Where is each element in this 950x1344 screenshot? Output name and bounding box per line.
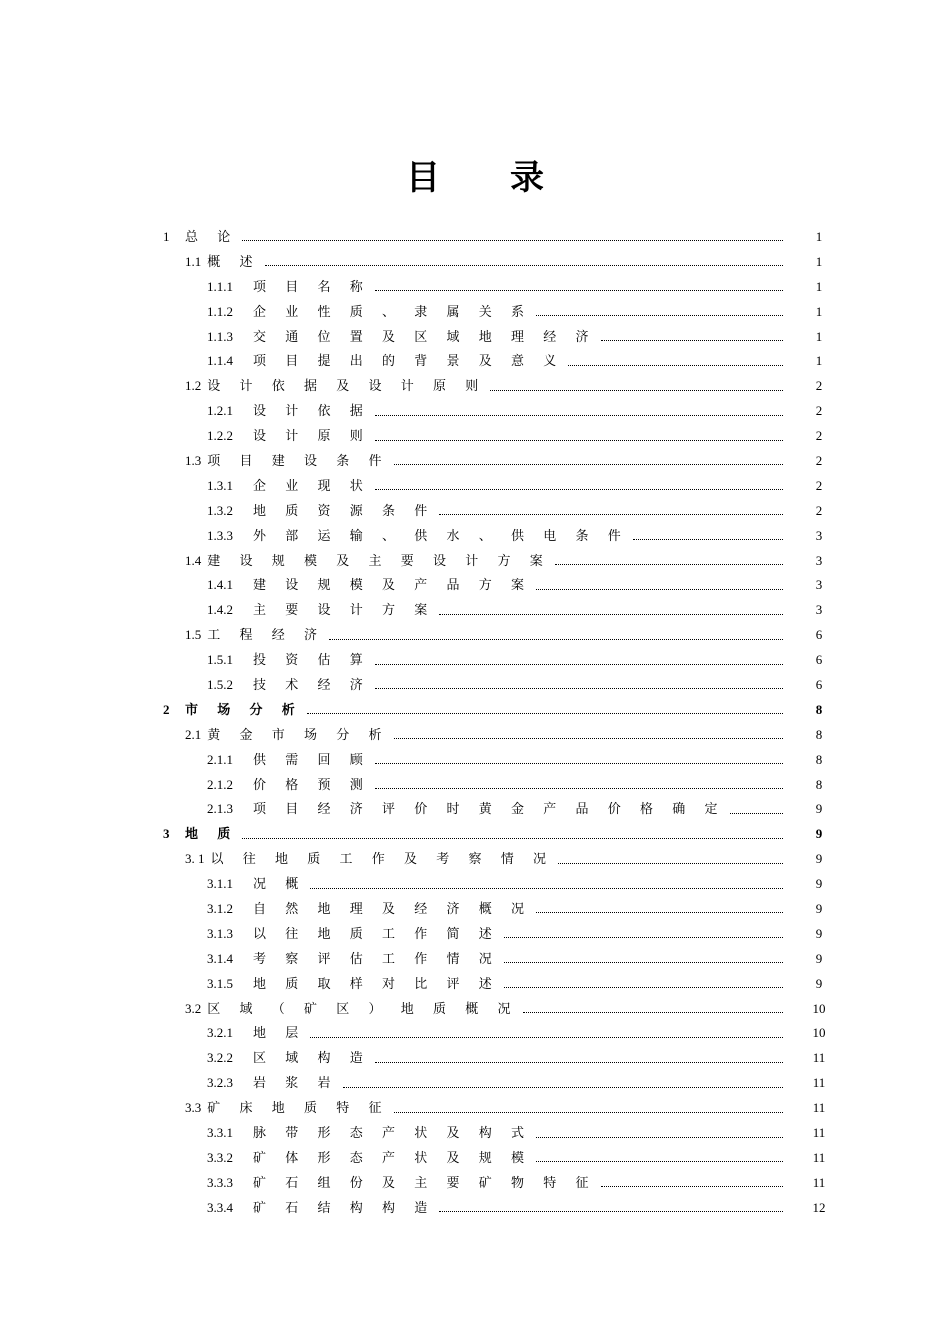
toc-entry-number: 1.3: [185, 452, 202, 468]
toc-entry-title: 项 目 名 称: [253, 278, 371, 294]
toc-entry-number: 1.1.3: [207, 328, 233, 344]
toc-entry-title: 工 程 经 济: [207, 627, 326, 643]
toc-entry-page: 2: [815, 452, 823, 468]
toc-entry-title: 企 业 性 质 、 隶 属 关 系: [253, 303, 533, 319]
toc-entry[interactable]: [0, 1045, 950, 1070]
toc-dot-leader: [439, 1210, 783, 1212]
toc-entry-page: 1: [815, 278, 823, 294]
toc-entry-page: 2: [815, 403, 823, 419]
toc-entry[interactable]: [0, 647, 950, 672]
toc-entry-title: 建 设 规 模 及 主 要 设 计 方 案: [207, 552, 551, 568]
toc-dot-leader: [568, 364, 783, 366]
toc-entry[interactable]: [0, 373, 950, 398]
toc-entry-number: 3.3: [185, 1100, 202, 1116]
toc-entry-number: 1.5: [185, 627, 202, 643]
toc-dot-leader: [375, 1061, 783, 1063]
toc-dot-leader: [242, 239, 783, 241]
toc-entry-number: 2.1: [185, 726, 202, 742]
toc-entry-page: 2: [815, 428, 823, 444]
toc-entry-number: 2.1.1: [207, 751, 233, 767]
toc-entry-title: 考 察 评 估 工 作 情 况: [253, 950, 500, 966]
toc-entry[interactable]: [0, 1070, 950, 1095]
toc-entry-page: 6: [815, 627, 823, 643]
toc-entry-number: 1.1.2: [207, 303, 233, 319]
toc-entry[interactable]: [0, 274, 950, 299]
toc-dot-leader: [394, 737, 783, 739]
toc-entry-number: 3: [163, 826, 170, 842]
toc-entry-title: 矿 体 形 态 产 状 及 规 模: [253, 1149, 533, 1165]
toc-entry-number: 1.1.4: [207, 353, 233, 369]
toc-dot-leader: [730, 812, 783, 814]
toc-entry[interactable]: [0, 896, 950, 921]
toc-entry[interactable]: [0, 423, 950, 448]
toc-dot-leader: [375, 414, 783, 416]
toc-entry[interactable]: [0, 747, 950, 772]
toc-entry-title: 市 场 分 析: [185, 701, 303, 717]
toc-dot-leader: [601, 1185, 783, 1187]
toc-entry-number: 3.1.1: [207, 876, 233, 892]
toc-entry-title: 黄 金 市 场 分 析: [207, 726, 390, 742]
toc-entry[interactable]: [0, 672, 950, 697]
toc-entry[interactable]: [0, 224, 950, 249]
toc-entry-number: 3.2.3: [207, 1075, 233, 1091]
toc-entry-page: 6: [815, 652, 823, 668]
toc-entry-number: 1: [163, 228, 170, 244]
toc-entry[interactable]: [0, 697, 950, 722]
toc-entry-title: 项 目 经 济 评 价 时 黄 金 产 品 价 格 确 定: [253, 801, 726, 817]
toc-entry-page: 9: [815, 851, 823, 867]
toc-entry-number: 3.1.2: [207, 900, 233, 916]
toc-entry-number: 1.2.2: [207, 428, 233, 444]
toc-entry-page: 10: [812, 1025, 826, 1041]
toc-entry-title: 外 部 运 输 、 供 水 、 供 电 条 件: [253, 527, 629, 543]
toc-dot-leader: [523, 1011, 783, 1013]
toc-entry-number: 1.3.1: [207, 477, 233, 493]
toc-entry-page: 1: [815, 353, 823, 369]
toc-dot-leader: [536, 588, 783, 590]
toc-entry[interactable]: [0, 1021, 950, 1046]
toc-entry-number: 3.2.1: [207, 1025, 233, 1041]
toc-entry-title: 概 述: [207, 253, 261, 269]
toc-entry[interactable]: [0, 1170, 950, 1195]
toc-entry-page: 3: [815, 577, 823, 593]
toc-entry-page: 8: [815, 751, 823, 767]
toc-entry-page: 9: [815, 975, 823, 991]
toc-entry-number: 3.3.4: [207, 1199, 233, 1215]
toc-entry-title: 矿 床 地 质 特 征: [207, 1100, 390, 1116]
toc-entry[interactable]: [0, 548, 950, 573]
toc-dot-leader: [329, 638, 783, 640]
toc-entry[interactable]: [0, 871, 950, 896]
toc-entry-number: 1.5.2: [207, 676, 233, 692]
toc-entry-number: 1.3.3: [207, 527, 233, 543]
toc-dot-leader: [490, 389, 783, 391]
toc-entry-page: 9: [815, 801, 823, 817]
toc-entry-title: 脉 带 形 态 产 状 及 构 式: [253, 1125, 533, 1140]
toc-entry-title: 矿 石 组 份 及 主 要 矿 物 特 征: [253, 1174, 597, 1190]
toc-entry-number: 1.2: [185, 378, 202, 394]
toc-dot-leader: [536, 314, 783, 316]
toc-dot-leader: [558, 862, 783, 864]
toc-entry[interactable]: [0, 846, 950, 871]
toc-entry-title: 矿 石 结 构 构 造: [253, 1199, 436, 1215]
toc-entry[interactable]: [0, 324, 950, 349]
toc-dot-leader: [394, 463, 783, 465]
toc-entry[interactable]: [0, 398, 950, 423]
toc-entry[interactable]: [0, 348, 950, 373]
toc-entry-page: 6: [815, 676, 823, 692]
toc-entry[interactable]: [0, 971, 950, 996]
toc-entry-number: 1.4.2: [207, 602, 233, 618]
toc-dot-leader: [394, 1111, 783, 1113]
toc-dot-leader: [375, 787, 783, 789]
toc-entry[interactable]: [0, 796, 950, 821]
toc-entry-title: 以 往 地 质 工 作 简 述: [253, 925, 500, 941]
toc-entry-number: 2.1.2: [207, 776, 233, 792]
toc-entry[interactable]: [0, 498, 950, 523]
toc-entry-page: 2: [815, 502, 823, 518]
toc-entry[interactable]: [0, 722, 950, 747]
toc-entry-number: 1.2.1: [207, 403, 233, 419]
toc-entry-number: 3.1.3: [207, 925, 233, 941]
toc-entry-title: 自 然 地 理 及 经 济 概 况: [253, 900, 533, 916]
toc-entry-title: 企 业 现 状: [253, 477, 371, 493]
toc-entry-page: 1: [815, 303, 823, 319]
toc-dot-leader: [536, 911, 783, 913]
toc-dot-leader: [555, 563, 783, 565]
toc-entry-number: 3.1.4: [207, 950, 233, 966]
toc-dot-leader: [504, 986, 783, 988]
toc-dot-leader: [601, 339, 783, 341]
toc-entry-number: 3.3.1: [207, 1125, 233, 1140]
toc-entry-page: 12: [812, 1199, 826, 1215]
toc-entry-number: 1.4.1: [207, 577, 233, 593]
toc-entry-page: 9: [815, 876, 823, 892]
toc-entry-page: 9: [815, 950, 823, 966]
toc-entry[interactable]: [0, 448, 950, 473]
toc-entry-title: 岩 浆 岩: [253, 1075, 339, 1091]
toc-entry-page: 11: [812, 1149, 826, 1165]
toc-entry-title: 交 通 位 置 及 区 域 地 理 经 济: [253, 328, 597, 344]
toc-entry-page: 11: [812, 1100, 826, 1116]
toc-entry-page: 9: [815, 826, 823, 842]
toc-dot-leader: [633, 538, 783, 540]
toc-dot-leader: [536, 1136, 783, 1138]
toc-entry[interactable]: [0, 1195, 950, 1220]
toc-entry-title: 区 域 构 造: [253, 1050, 371, 1066]
toc-entry-title: 建 设 规 模 及 产 品 方 案: [253, 577, 533, 593]
toc-dot-leader: [343, 1086, 783, 1088]
toc-dot-leader: [439, 613, 783, 615]
toc-entry-title: 项 目 提 出 的 背 景 及 意 义: [253, 353, 565, 369]
table-of-contents: [0, 224, 950, 1220]
toc-dot-leader: [375, 687, 783, 689]
toc-dot-leader: [439, 513, 783, 515]
toc-dot-leader: [375, 488, 783, 490]
toc-entry[interactable]: [0, 821, 950, 846]
toc-entry[interactable]: [0, 1095, 950, 1120]
toc-entry[interactable]: [0, 946, 950, 971]
toc-entry-title: 项 目 建 设 条 件: [207, 452, 390, 468]
toc-entry[interactable]: [0, 921, 950, 946]
toc-dot-leader: [504, 961, 783, 963]
toc-entry-title: 区 域 （ 矿 区 ） 地 质 概 况: [207, 1000, 519, 1016]
toc-entry-number: 3.3.2: [207, 1149, 233, 1165]
toc-dot-leader: [310, 887, 783, 889]
toc-entry-title: 技 术 经 济: [253, 676, 371, 692]
toc-entry[interactable]: [0, 1145, 950, 1170]
toc-entry[interactable]: [0, 597, 950, 622]
toc-entry-title: 主 要 设 计 方 案: [253, 602, 436, 618]
toc-entry-page: 3: [815, 552, 823, 568]
toc-entry-page: 2: [815, 378, 823, 394]
toc-entry[interactable]: [0, 299, 950, 324]
toc-entry-title: 供 需 回 顾: [253, 751, 371, 767]
toc-entry-number: 1.1: [185, 253, 202, 269]
toc-entry-number: 2.1.3: [207, 801, 233, 817]
toc-entry-title: 地 质: [185, 826, 239, 842]
toc-entry[interactable]: [0, 622, 950, 647]
toc-entry-page: 3: [815, 602, 823, 618]
toc-entry-page: 8: [815, 701, 823, 717]
toc-dot-leader: [504, 936, 783, 938]
toc-entry[interactable]: [0, 1120, 950, 1145]
toc-entry-title: 总 论: [185, 228, 239, 244]
toc-entry-title: 设 计 依 据: [253, 403, 371, 419]
toc-entry-page: 2: [815, 477, 823, 493]
toc-dot-leader: [536, 1160, 783, 1162]
toc-dot-leader: [310, 1036, 783, 1038]
toc-entry-title: 以 往 地 质 工 作 及 考 察 情 况: [210, 851, 555, 867]
toc-entry-page: 8: [815, 776, 823, 792]
toc-entry-title: 况 概: [253, 876, 307, 892]
toc-entry-page: 11: [812, 1125, 826, 1140]
toc-dot-leader: [375, 663, 783, 665]
toc-entry-number: 1.3.2: [207, 502, 233, 518]
toc-entry-number: 3. 1: [185, 851, 205, 867]
toc-dot-leader: [242, 837, 783, 839]
toc-dot-leader: [265, 264, 783, 266]
toc-entry-page: 1: [815, 228, 823, 244]
toc-entry-page: 11: [812, 1075, 826, 1091]
toc-entry-page: 10: [812, 1000, 826, 1016]
toc-dot-leader: [375, 439, 783, 441]
toc-entry-title: 投 资 估 算: [253, 652, 371, 668]
toc-dot-leader: [375, 289, 783, 291]
toc-entry-number: 1.5.1: [207, 652, 233, 668]
toc-entry-number: 1.4: [185, 552, 202, 568]
toc-entry-title: 设 计 原 则: [253, 428, 371, 444]
toc-dot-leader: [307, 712, 783, 714]
toc-entry-page: 1: [815, 328, 823, 344]
toc-entry-number: 3.2: [185, 1000, 202, 1016]
toc-entry-number: 3.1.5: [207, 975, 233, 991]
toc-entry-page: 8: [815, 726, 823, 742]
toc-entry-number: 3.3.3: [207, 1174, 233, 1190]
toc-entry-page: 11: [812, 1174, 826, 1190]
toc-dot-leader: [375, 762, 783, 764]
title-char-1: 目: [406, 158, 440, 198]
toc-entry-number: 2: [163, 701, 170, 717]
toc-entry[interactable]: [0, 772, 950, 797]
toc-entry-title: 地 质 资 源 条 件: [253, 502, 436, 518]
toc-entry-number: 3.2.2: [207, 1050, 233, 1066]
toc-entry-page: 9: [815, 900, 823, 916]
toc-entry-page: 3: [815, 527, 823, 543]
toc-entry[interactable]: [0, 473, 950, 498]
page-title: [0, 150, 950, 199]
toc-entry-title: 地 层: [253, 1025, 307, 1041]
toc-entry-number: 1.1.1: [207, 278, 233, 294]
toc-entry-title: 设 计 依 据 及 设 计 原 则: [207, 378, 487, 394]
toc-entry-title: 地 质 取 样 对 比 评 述: [253, 975, 500, 991]
title-char-2: 录: [510, 158, 544, 198]
toc-entry[interactable]: [0, 572, 950, 597]
toc-entry-page: 11: [812, 1050, 826, 1066]
toc-entry-page: 9: [815, 925, 823, 941]
toc-entry[interactable]: [0, 523, 950, 548]
toc-entry[interactable]: [0, 996, 950, 1021]
toc-entry[interactable]: [0, 249, 950, 274]
toc-entry-page: 1: [815, 253, 823, 269]
toc-entry-title: 价 格 预 测: [253, 776, 371, 792]
